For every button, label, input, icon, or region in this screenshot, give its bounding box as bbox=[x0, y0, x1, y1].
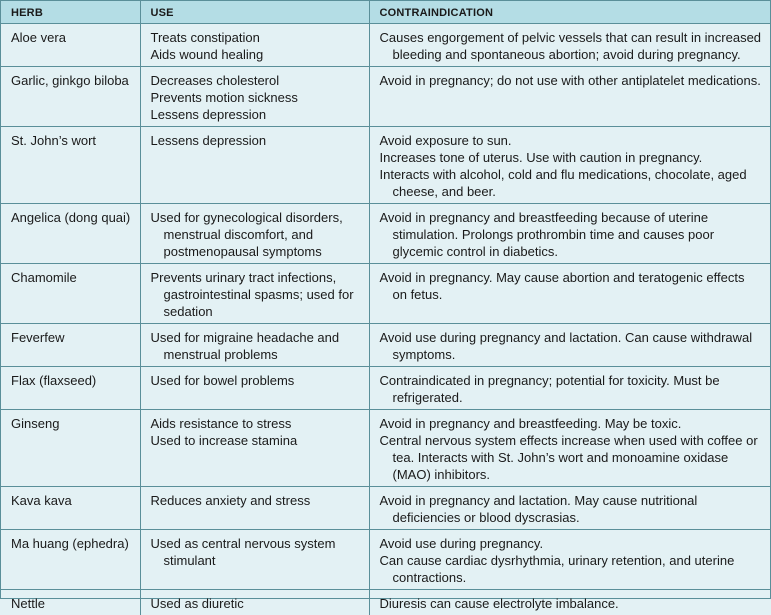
herb-name: Ma huang (ephedra) bbox=[11, 535, 132, 552]
header-herb: HERB bbox=[1, 1, 140, 24]
use-item: Prevents motion sickness bbox=[151, 89, 361, 106]
table-row bbox=[1, 127, 770, 204]
contraindication-cell bbox=[369, 264, 770, 324]
use-cell bbox=[140, 324, 369, 367]
contraindication-cell bbox=[369, 204, 770, 264]
contraindication-item: Causes engorgement of pelvic vessels that can result in increased bleeding and spontaneous abortion; avoid during pregnancy. bbox=[380, 29, 763, 63]
herb-cell bbox=[1, 530, 140, 590]
use-cell bbox=[140, 410, 369, 487]
header-row bbox=[1, 1, 770, 24]
herb-name: Kava kava bbox=[11, 492, 132, 509]
table-row bbox=[1, 204, 770, 264]
contraindication-item: Avoid use during pregnancy and lactation. Can cause withdrawal symptoms. bbox=[380, 329, 763, 363]
contraindication-item: Avoid exposure to sun. bbox=[380, 132, 763, 149]
herb-name: Nettle bbox=[11, 595, 132, 612]
herb-name: Angelica (dong quai) bbox=[11, 209, 132, 226]
herb-name: Chamomile bbox=[11, 269, 132, 286]
use-cell bbox=[140, 24, 369, 67]
contraindication-item: Avoid in pregnancy and breastfeeding because of uterine stimulation. Prolongs prothrombin time and causes poor glycemic control in diabetics. bbox=[380, 209, 763, 260]
herb-cell bbox=[1, 367, 140, 410]
use-item: Used to increase stamina bbox=[151, 432, 361, 449]
use-cell bbox=[140, 487, 369, 530]
contraindication-cell bbox=[369, 67, 770, 127]
contraindication-item: Increases tone of uterus. Use with caution in pregnancy. bbox=[380, 149, 763, 166]
contraindication-cell bbox=[369, 590, 770, 615]
use-item: Used as central nervous system stimulant bbox=[151, 535, 361, 569]
contraindication-cell bbox=[369, 367, 770, 410]
herb-name: St. John’s wort bbox=[11, 132, 132, 149]
use-item: Lessens depression bbox=[151, 106, 361, 123]
herb-name: Flax (flaxseed) bbox=[11, 372, 132, 389]
use-cell bbox=[140, 127, 369, 204]
table-row bbox=[1, 410, 770, 487]
herb-cell bbox=[1, 487, 140, 530]
table-row bbox=[1, 590, 770, 615]
contraindication-item: Interacts with alcohol, cold and flu medications, chocolate, aged cheese, and beer. bbox=[380, 166, 763, 200]
use-cell bbox=[140, 530, 369, 590]
herb-name: Aloe vera bbox=[11, 29, 132, 46]
use-cell bbox=[140, 367, 369, 410]
herb-cell bbox=[1, 324, 140, 367]
contraindication-item: Diuresis can cause electrolyte imbalance. bbox=[380, 595, 763, 612]
table-row bbox=[1, 264, 770, 324]
contraindication-cell bbox=[369, 487, 770, 530]
header-use: USE bbox=[140, 1, 369, 24]
use-cell bbox=[140, 204, 369, 264]
herb-cell bbox=[1, 24, 140, 67]
table-body bbox=[1, 24, 770, 615]
herb-name: Garlic, ginkgo biloba bbox=[11, 72, 132, 89]
use-item: Treats constipation bbox=[151, 29, 361, 46]
use-item: Decreases cholesterol bbox=[151, 72, 361, 89]
use-item: Used for migraine headache and menstrual problems bbox=[151, 329, 361, 363]
contraindication-item: Can cause cardiac dysrhythmia, urinary retention, and uterine contractions. bbox=[380, 552, 763, 586]
contraindication-cell bbox=[369, 24, 770, 67]
herb-cell bbox=[1, 67, 140, 127]
contraindication-cell bbox=[369, 410, 770, 487]
table-row bbox=[1, 324, 770, 367]
herb-cell bbox=[1, 264, 140, 324]
contraindication-item: Avoid in pregnancy; do not use with other antiplatelet medications. bbox=[380, 72, 763, 89]
use-item: Lessens depression bbox=[151, 132, 361, 149]
header-contraindication: CONTRAINDICATION bbox=[369, 1, 770, 24]
contraindication-cell bbox=[369, 530, 770, 590]
use-cell bbox=[140, 590, 369, 615]
use-item: Used for bowel problems bbox=[151, 372, 361, 389]
herb-name: Feverfew bbox=[11, 329, 132, 346]
table-row bbox=[1, 487, 770, 530]
herb-name: Ginseng bbox=[11, 415, 132, 432]
table-row bbox=[1, 67, 770, 127]
table-row bbox=[1, 530, 770, 590]
herb-cell bbox=[1, 590, 140, 615]
use-item: Prevents urinary tract infections, gastrointestinal spasms; used for sedation bbox=[151, 269, 361, 320]
herb-contraindication-table bbox=[1, 1, 770, 615]
use-cell bbox=[140, 264, 369, 324]
use-item: Used for gynecological disorders, menstrual discomfort, and postmenopausal symptoms bbox=[151, 209, 361, 260]
contraindication-cell bbox=[369, 127, 770, 204]
table-row bbox=[1, 367, 770, 410]
contraindication-item: Avoid use during pregnancy. bbox=[380, 535, 763, 552]
use-item: Reduces anxiety and stress bbox=[151, 492, 361, 509]
contraindication-item: Contraindicated in pregnancy; potential for toxicity. Must be refrigerated. bbox=[380, 372, 763, 406]
herb-cell bbox=[1, 127, 140, 204]
use-item: Aids wound healing bbox=[151, 46, 361, 63]
contraindication-item: Central nervous system effects increase when used with coffee or tea. Interacts with St. John’s wort and monoamine oxidase (MAO) inhibitors. bbox=[380, 432, 763, 483]
herb-cell bbox=[1, 204, 140, 264]
herb-cell bbox=[1, 410, 140, 487]
contraindication-item: Avoid in pregnancy and breastfeeding. May be toxic. bbox=[380, 415, 763, 432]
use-item: Used as diuretic bbox=[151, 595, 361, 612]
table-row bbox=[1, 24, 770, 67]
contraindication-item: Avoid in pregnancy and lactation. May cause nutritional deficiencies or blood dyscrasias. bbox=[380, 492, 763, 526]
contraindication-item: Avoid in pregnancy. May cause abortion and teratogenic effects on fetus. bbox=[380, 269, 763, 303]
use-item: Aids resistance to stress bbox=[151, 415, 361, 432]
contraindication-cell bbox=[369, 324, 770, 367]
use-cell bbox=[140, 67, 369, 127]
